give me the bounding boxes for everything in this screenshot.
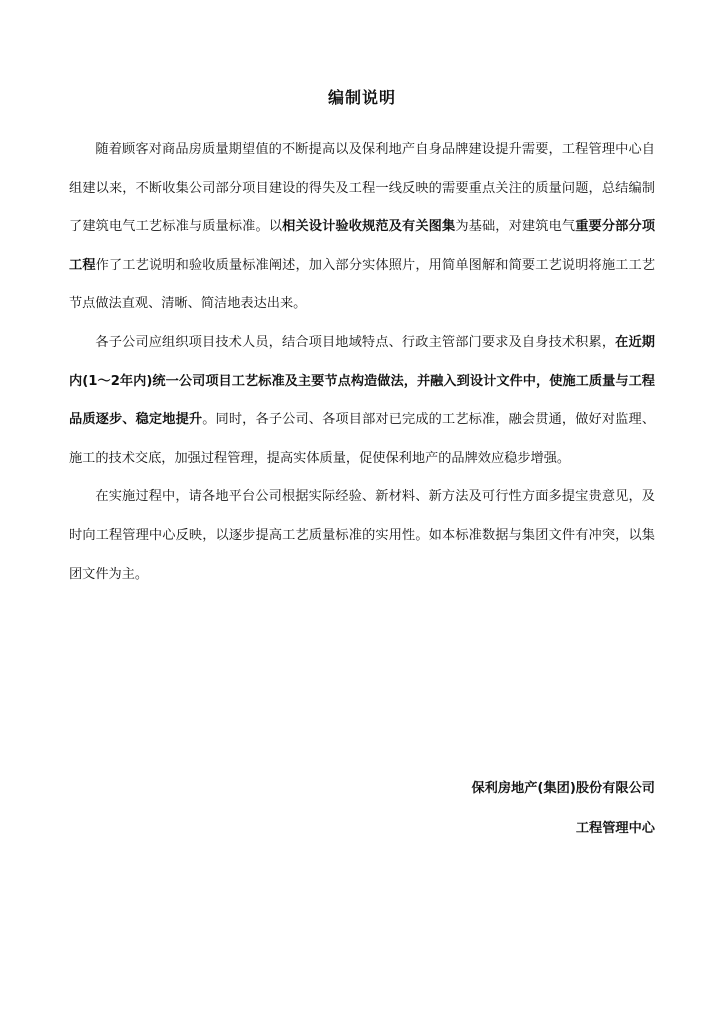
signature-company: 保利房地产(集团)股份有限公司 — [471, 781, 655, 796]
paragraph-implementation — [69, 478, 655, 594]
paragraph-intro-text-4: 作了工艺说明和验收质量标准阐述，加入部分实体照片，用简单图解和简要工艺说明将施工工艺节点做法直观、清晰、简洁地表达出来。 — [69, 257, 656, 312]
paragraph-implementation-text: 在实施过程中，请各地平台公司根据实际经验、新材料、新方法及可行性方面多提宝贵意见，及时向工程管理中心反映，以逐步提高工艺质量标准的实用性。如本标准数据与集团文件有冲突，以集团文件为主。 — [69, 489, 655, 582]
paragraph-intro-bold-standards: 相关设计验收规范及有关图集 — [282, 219, 456, 235]
paragraph-intro-bold-projects: 重要分部分项工程 — [69, 219, 656, 273]
paragraph-intro-text: 随着顾客对商品房质量期望值的不断提高以及保利地产自身品牌建设提升需要，工程管理中心自组建以来，不断收集公司部分项目建设的得失及工程一线反映的需要重点关注的质量问题，总结编制了建筑电气工艺标准与质量标准。以 — [69, 142, 655, 235]
paragraph-intro-text-2: 为基础，对建筑电气 — [455, 219, 576, 235]
signature-department: 工程管理中心 — [575, 821, 655, 836]
document-body — [69, 131, 655, 594]
paragraph-subsidiaries-bold: 在近期内(1～2年内)统一公司项目工艺标准及主要节点构造做法，并融入到设计文件中，使施工质量与工程品质逐步、稳定地提升 — [69, 334, 655, 428]
paragraph-subsidiaries — [69, 324, 655, 478]
document-title: 编制说明 — [327, 88, 396, 107]
paragraph-intro — [69, 131, 655, 324]
paragraph-subsidiaries-text-3: 。同时，各子公司、各项目部对已完成的工艺标准，融会贯通，做好对监理、施工的技术交底，加强过程管理，提高实体质量，促使保利地产的品牌效应稳步增强。 — [69, 412, 656, 466]
paragraph-subsidiaries-text-1: 各子公司应组织项目技术人员，结合项目地域特点、行政主管部门要求及自身技术积累， — [95, 334, 616, 350]
